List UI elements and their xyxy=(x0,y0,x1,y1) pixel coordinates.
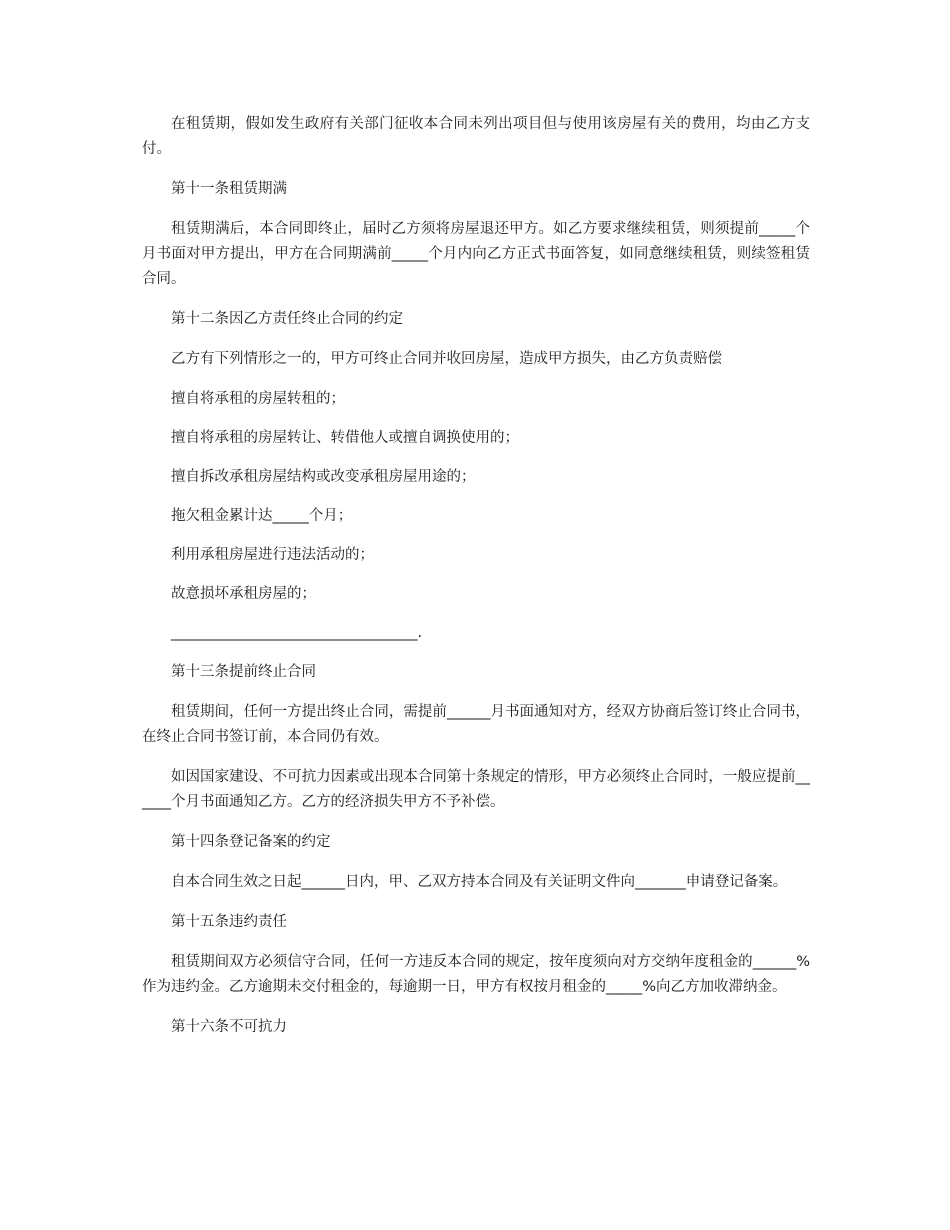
paragraph-extra-fees: 在租赁期，假如发生政府有关部门征收本合同未列出项目但与使用该房屋有关的费用，均由乙方支付。 xyxy=(142,116,810,157)
paragraph-registration: 自本合同生效之日起______日内，甲、乙双方持本合同及有关证明文件向_______申请登记备案。 xyxy=(171,874,788,890)
heading-article-16: 第十六条不可抗力 xyxy=(171,1019,287,1035)
list-item-alteration: 擅自拆改承租房屋结构或改变承租房屋用途的； xyxy=(171,469,476,485)
heading-article-15: 第十五条违约责任 xyxy=(171,914,287,930)
heading-article-12: 第十二条因乙方责任终止合同的约定 xyxy=(171,311,403,327)
list-item-damage: 故意损坏承租房屋的； xyxy=(171,586,316,602)
heading-article-13: 第十三条提前终止合同 xyxy=(171,664,316,680)
paragraph-early-termination: 租赁期间，任何一方提出终止合同，需提前______月书面通知对方，经双方协商后签订终止合同书，在终止合同书签订前，本合同仍有效。 xyxy=(142,704,810,745)
heading-article-14: 第十四条登记备案的约定 xyxy=(171,834,331,850)
paragraph-state-construction: 如因国家建设、不可抗力因素或出现本合同第十条规定的情形，甲方必须终止合同时，一般应提前______个月书面通知乙方。乙方的经济损失甲方不予补偿。 xyxy=(142,769,810,810)
list-item-blank: __________________________________. xyxy=(171,625,423,641)
list-item-transfer: 擅自将承租的房屋转让、转借他人或擅自调换使用的； xyxy=(171,430,519,446)
list-item-sublease: 擅自将承租的房屋转租的； xyxy=(171,391,345,407)
paragraph-liability: 租赁期间双方必须信守合同，任何一方违反本合同的规定，按年度须向对方交纳年度租金的______%作为违约金。乙方逾期未交付租金的，每逾期一日，甲方有权按月租金的_____%向乙方加收滞纳金。 xyxy=(142,954,810,995)
heading-article-11: 第十一条租赁期满 xyxy=(171,181,287,197)
list-item-illegal-use: 利用承租房屋进行违法活动的； xyxy=(171,547,374,563)
document-body xyxy=(142,112,810,1055)
list-item-arrears: 拖欠租金累计达_____个月； xyxy=(171,508,353,524)
paragraph-termination-conditions: 乙方有下列情形之一的，甲方可终止合同并收回房屋，造成甲方损失，由乙方负责赔偿 xyxy=(171,351,722,367)
paragraph-lease-expiry: 租赁期满后，本合同即终止，届时乙方须将房屋退还甲方。如乙方要求继续租赁，则须提前_____个月书面对甲方提出，甲方在合同期满前_____个月内向乙方正式书面答复，如同意继续租赁，则续签租赁合同。 xyxy=(142,221,810,287)
